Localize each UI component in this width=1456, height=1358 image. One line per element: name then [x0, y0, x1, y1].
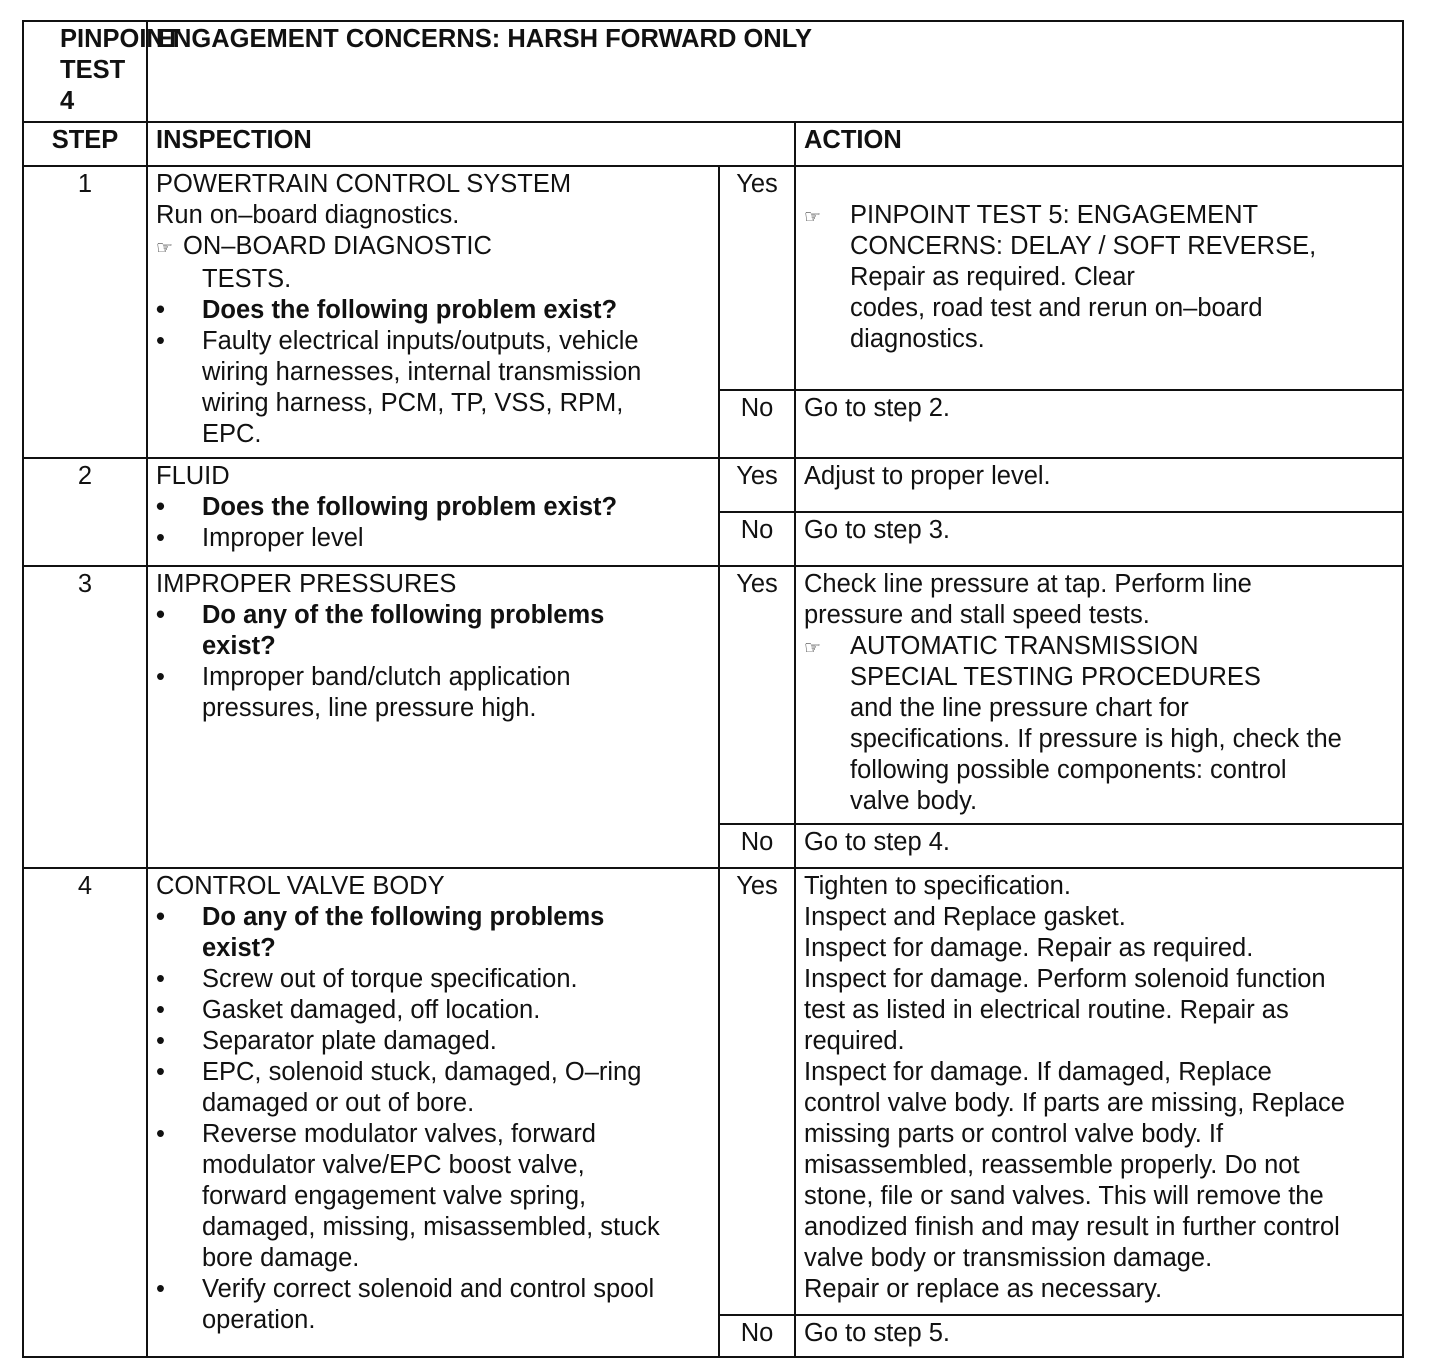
- problem-item: [156, 1119, 710, 1274]
- inspection-heading: POWERTRAIN CONTROL SYSTEM: [156, 170, 572, 198]
- question: [156, 902, 710, 964]
- step-1-no-action: Go to step 2.: [795, 390, 1403, 458]
- item-line: operation.: [202, 1306, 316, 1334]
- step-2-yes-row: [23, 458, 1403, 512]
- bullet-icon: •: [156, 903, 165, 931]
- item-line: Improper band/clutch application: [202, 663, 571, 691]
- reference-text: TESTS.: [202, 265, 292, 293]
- test-id: PINPOINT TEST 4: [23, 21, 147, 122]
- reference-text: CONCERNS: DELAY / SOFT REVERSE,: [850, 232, 1317, 260]
- problem-item: [156, 1274, 710, 1336]
- bullet-icon: •: [156, 1275, 165, 1303]
- action-text: anodized finish and may result in further control: [804, 1213, 1340, 1241]
- yes-label: Yes: [719, 566, 795, 824]
- action-text: following possible components: control: [850, 756, 1287, 784]
- step-3-yes-action: [795, 566, 1403, 824]
- inspection-heading: IMPROPER PRESSURES: [156, 570, 457, 598]
- step-number: 3: [23, 566, 147, 868]
- action-text: and the line pressure chart for: [850, 694, 1189, 722]
- step-3-inspection: [147, 566, 719, 868]
- action-text: valve body or transmission damage.: [804, 1244, 1213, 1272]
- item-line: forward engagement valve spring,: [202, 1182, 587, 1210]
- item-line: modulator valve/EPC boost valve,: [202, 1151, 585, 1179]
- question-text: Does the following problem exist?: [202, 493, 618, 521]
- action-text: control valve body. If parts are missing, Replace: [804, 1089, 1345, 1117]
- inspection-heading: FLUID: [156, 462, 230, 490]
- item-line: Improper level: [202, 524, 364, 552]
- title-row: [23, 21, 1403, 122]
- action-text: Tighten to specification.: [804, 872, 1071, 900]
- action-text: codes, road test and rerun on–board: [850, 294, 1263, 322]
- step-2-no-action: Go to step 3.: [795, 512, 1403, 566]
- step-4-yes-action: [795, 868, 1403, 1315]
- step-1-inspection: [147, 166, 719, 458]
- reference: [804, 631, 1394, 817]
- action-text: Repair as required. Clear: [850, 263, 1135, 291]
- test-name: ENGAGEMENT CONCERNS: HARSH FORWARD ONLY: [147, 21, 1403, 122]
- problem-item: [156, 1057, 710, 1119]
- header-inspection: INSPECTION: [147, 122, 795, 166]
- no-label: No: [719, 390, 795, 458]
- item-line: damaged, missing, misassembled, stuck: [202, 1213, 660, 1241]
- item-line: Gasket damaged, off location.: [202, 996, 541, 1024]
- yes-label: Yes: [719, 458, 795, 512]
- item-line: pressures, line pressure high.: [202, 694, 537, 722]
- reference-text: SPECIAL TESTING PROCEDURES: [850, 663, 1261, 691]
- question: [156, 295, 710, 326]
- item-line: Separator plate damaged.: [202, 1027, 497, 1055]
- bullet-icon: •: [156, 1027, 165, 1055]
- header-action: ACTION: [795, 122, 1403, 166]
- reference: [804, 200, 1394, 355]
- no-label: No: [719, 824, 795, 868]
- step-2-yes-action: Adjust to proper level.: [795, 458, 1403, 512]
- step-1-yes-row: [23, 166, 1403, 390]
- action-text: Repair or replace as necessary.: [804, 1275, 1163, 1303]
- step-4-no-action: Go to step 5.: [795, 1315, 1403, 1357]
- action-text: pressure and stall speed tests.: [804, 601, 1150, 629]
- item-line: EPC.: [202, 420, 262, 448]
- step-number: 4: [23, 868, 147, 1357]
- bullet-icon: •: [156, 296, 165, 324]
- action-text: Inspect and Replace gasket.: [804, 903, 1126, 931]
- question-text: exist?: [202, 632, 276, 660]
- step-1-yes-action: [795, 166, 1403, 390]
- bullet-icon: •: [156, 965, 165, 993]
- problem-item: [156, 523, 710, 554]
- action-text: diagnostics.: [850, 325, 985, 353]
- bullet-icon: •: [156, 327, 165, 355]
- bullet-icon: •: [156, 1120, 165, 1148]
- item-line: Verify correct solenoid and control spool: [202, 1275, 655, 1303]
- problem-item: [156, 995, 710, 1026]
- item-line: Screw out of torque specification.: [202, 965, 578, 993]
- inspection-text: Run on–board diagnostics.: [156, 201, 460, 229]
- bullet-icon: •: [156, 524, 165, 552]
- pointing-hand-icon: ☞: [804, 207, 822, 228]
- action-text: Inspect for damage. Repair as required.: [804, 934, 1254, 962]
- no-label: No: [719, 512, 795, 566]
- step-2-inspection: [147, 458, 719, 566]
- item-line: bore damage.: [202, 1244, 360, 1272]
- action-text: valve body.: [850, 787, 978, 815]
- action-text: stone, file or sand valves. This will remove the: [804, 1182, 1324, 1210]
- pinpoint-test-table: [22, 20, 1404, 1358]
- item-line: Faulty electrical inputs/outputs, vehicle: [202, 327, 639, 355]
- problem-item: [156, 964, 710, 995]
- step-number: 1: [23, 166, 147, 458]
- item-line: damaged or out of bore.: [202, 1089, 475, 1117]
- question-text: exist?: [202, 934, 276, 962]
- reference-text: AUTOMATIC TRANSMISSION: [850, 632, 1199, 660]
- yes-label: Yes: [719, 868, 795, 1315]
- item-line: Reverse modulator valves, forward: [202, 1120, 596, 1148]
- action-text: misassembled, reassemble properly. Do not: [804, 1151, 1300, 1179]
- question: [156, 492, 710, 523]
- action-text: missing parts or control valve body. If: [804, 1120, 1224, 1148]
- bullet-icon: •: [156, 663, 165, 691]
- bullet-icon: •: [156, 1058, 165, 1086]
- question-text: Do any of the following problems: [202, 601, 605, 629]
- item-line: wiring harnesses, internal transmission: [202, 358, 642, 386]
- action-text: test as listed in electrical routine. Repair as: [804, 996, 1289, 1024]
- step-number: 2: [23, 458, 147, 566]
- problem-item: [156, 1026, 710, 1057]
- bullet-icon: •: [156, 601, 165, 629]
- pointing-hand-icon: ☞: [804, 638, 822, 659]
- no-label: No: [719, 1315, 795, 1357]
- step-4-inspection: [147, 868, 719, 1357]
- bullet-icon: •: [156, 493, 165, 521]
- pinpoint-test-page: [22, 20, 1402, 1358]
- question-text: Does the following problem exist?: [202, 296, 618, 324]
- item-line: wiring harness, PCM, TP, VSS, RPM,: [202, 389, 624, 417]
- problem-item: [156, 326, 710, 450]
- bullet-icon: •: [156, 996, 165, 1024]
- step-3-no-action: Go to step 4.: [795, 824, 1403, 868]
- step-4-yes-row: [23, 868, 1403, 1315]
- action-text: required.: [804, 1027, 905, 1055]
- action-text: Inspect for damage. Perform solenoid function: [804, 965, 1326, 993]
- step-3-yes-row: [23, 566, 1403, 824]
- inspection-heading: CONTROL VALVE BODY: [156, 872, 445, 900]
- item-line: EPC, solenoid stuck, damaged, O–ring: [202, 1058, 642, 1086]
- problem-item: [156, 662, 710, 724]
- reference: [156, 231, 710, 264]
- pointing-hand-icon: ☞: [156, 238, 174, 259]
- action-text: Check line pressure at tap. Perform line: [804, 570, 1252, 598]
- reference-text: PINPOINT TEST 5: ENGAGEMENT: [850, 201, 1259, 229]
- header-row: [23, 122, 1403, 166]
- yes-label: Yes: [719, 166, 795, 390]
- reference-text: ON–BOARD DIAGNOSTIC: [183, 232, 492, 260]
- action-text: specifications. If pressure is high, check the: [850, 725, 1342, 753]
- question: [156, 600, 710, 662]
- question-text: Do any of the following problems: [202, 903, 605, 931]
- action-text: Inspect for damage. If damaged, Replace: [804, 1058, 1272, 1086]
- header-step: STEP: [23, 122, 147, 166]
